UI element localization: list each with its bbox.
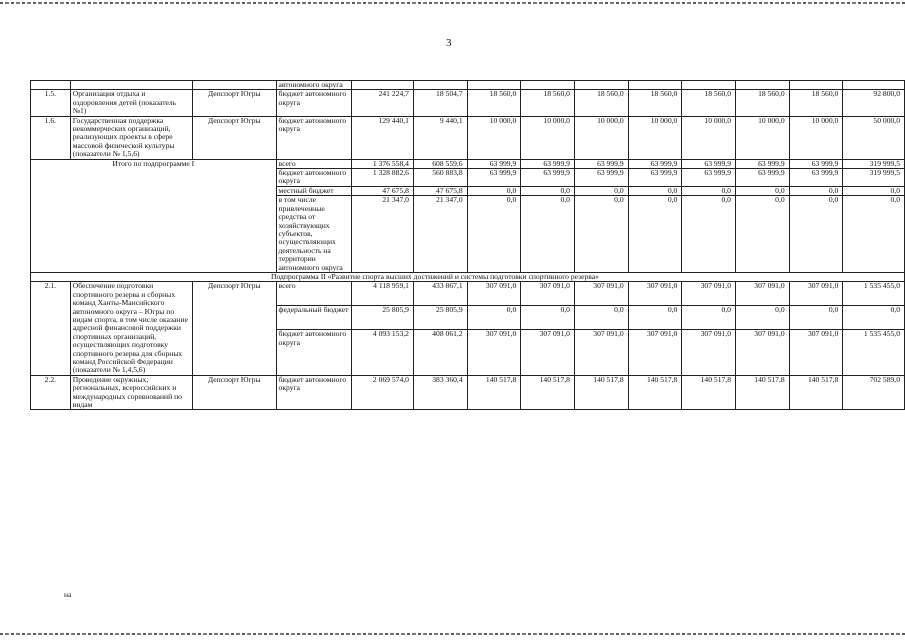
scan-edge-bottom [0, 633, 905, 635]
value-cell: 0,0 [789, 306, 843, 330]
value-cell: 0,0 [843, 196, 905, 273]
value-cell: 0,0 [789, 196, 843, 273]
value-cell: 92 800,0 [843, 90, 905, 116]
value-cell [352, 81, 414, 90]
value-cell: 0,0 [682, 196, 736, 273]
value-cell [843, 81, 905, 90]
value-cell: 18 560,0 [735, 90, 789, 116]
value-cell: 0,0 [682, 306, 736, 330]
value-cell: 140 517,8 [574, 375, 628, 410]
funding-source-cell: бюджет автономного округа [276, 330, 352, 375]
value-cell: 0,0 [521, 186, 575, 195]
value-cell: 10 000,0 [467, 116, 521, 159]
value-cell: 307 091,0 [682, 282, 736, 306]
value-cell: 10 000,0 [628, 116, 682, 159]
value-cell: 0,0 [521, 196, 575, 273]
value-cell: 18 560,0 [628, 90, 682, 116]
value-cell: 47 675,8 [352, 186, 414, 195]
value-cell: 0,0 [628, 196, 682, 273]
total-row [31, 159, 905, 168]
value-cell: 0,0 [789, 186, 843, 195]
executor-cell: Депспорт Югры [193, 282, 276, 375]
row-number-cell: 1.6. [31, 116, 71, 159]
value-cell: 63 999,9 [521, 169, 575, 187]
value-cell: 47 675,8 [413, 186, 467, 195]
value-cell [521, 81, 575, 90]
value-cell: 307 091,0 [735, 330, 789, 375]
value-cell: 18 560,0 [467, 90, 521, 116]
table-row [31, 90, 905, 116]
value-cell: 608 559,6 [413, 159, 467, 168]
value-cell: 0,0 [467, 306, 521, 330]
value-cell: 63 999,9 [467, 159, 521, 168]
value-cell: 9 440,1 [413, 116, 467, 159]
funding-source-cell: бюджет автономного округа [276, 169, 352, 187]
value-cell: 0,0 [467, 196, 521, 273]
value-cell [574, 81, 628, 90]
value-cell: 307 091,0 [735, 282, 789, 306]
value-cell: 0,0 [843, 306, 905, 330]
value-cell: 307 091,0 [574, 330, 628, 375]
executor-cell: Депспорт Югры [193, 90, 276, 116]
value-cell: 10 000,0 [574, 116, 628, 159]
row-number-cell: 1.5. [31, 90, 71, 116]
value-cell: 140 517,8 [682, 375, 736, 410]
activity-name-cell [70, 81, 192, 90]
value-cell: 0,0 [735, 306, 789, 330]
value-cell: 63 999,9 [628, 159, 682, 168]
page-number: 3 [446, 37, 452, 49]
value-cell: 25 805,9 [413, 306, 467, 330]
value-cell: 1 328 882,6 [352, 169, 414, 187]
row-number-cell: 2.1. [31, 282, 71, 375]
value-cell: 307 091,0 [628, 330, 682, 375]
executor-cell: Депспорт Югры [193, 375, 276, 410]
funding-source-cell: федеральный бюджет [276, 306, 352, 330]
subtotal-label-cell: Итого по подпрограмме I [31, 159, 277, 272]
value-cell: 1 376 558,4 [352, 159, 414, 168]
value-cell: 10 000,0 [521, 116, 575, 159]
value-cell: 307 091,0 [789, 330, 843, 375]
value-cell: 18 560,0 [521, 90, 575, 116]
value-cell: 18 504,7 [413, 90, 467, 116]
value-cell: 50 000,0 [843, 116, 905, 159]
value-cell [628, 81, 682, 90]
funding-source-cell: всего [276, 159, 352, 168]
value-cell: 63 999,9 [467, 169, 521, 187]
value-cell: 63 999,9 [574, 169, 628, 187]
value-cell: 4 118 959,1 [352, 282, 414, 306]
funding-source-cell: автономного округа [276, 81, 352, 90]
subprogram-header-row [31, 272, 905, 281]
value-cell: 307 091,0 [467, 282, 521, 306]
value-cell: 307 091,0 [574, 282, 628, 306]
value-cell: 18 560,0 [789, 90, 843, 116]
value-cell: 0,0 [467, 186, 521, 195]
value-cell [413, 81, 467, 90]
executor-cell [193, 81, 276, 90]
row-number-cell: 2.2. [31, 375, 71, 410]
funding-source-cell: местный бюджет [276, 186, 352, 195]
value-cell: 307 091,0 [628, 282, 682, 306]
table-row [31, 81, 905, 90]
value-cell: 63 999,9 [789, 169, 843, 187]
value-cell: 307 091,0 [467, 330, 521, 375]
value-cell: 0,0 [574, 186, 628, 195]
executor-cell: Депспорт Югры [193, 116, 276, 159]
value-cell: 140 517,8 [628, 375, 682, 410]
activity-name-cell: Проведение окружных, региональных, всероссийских и международных соревнований по видам [70, 375, 192, 410]
value-cell: 560 883,8 [413, 169, 467, 187]
value-cell: 10 000,0 [789, 116, 843, 159]
value-cell: 1 535 455,0 [843, 282, 905, 306]
value-cell: 25 805,9 [352, 306, 414, 330]
value-cell: 1 535 455,0 [843, 330, 905, 375]
value-cell: 18 560,0 [682, 90, 736, 116]
value-cell: 140 517,8 [521, 375, 575, 410]
subprogram-title-cell: Подпрограмма II «Развитие спорта высших достижений и системы подготовки спортивного резерва» [31, 272, 905, 281]
value-cell: 0,0 [574, 306, 628, 330]
value-cell: 10 000,0 [682, 116, 736, 159]
value-cell: 307 091,0 [521, 330, 575, 375]
activity-name-cell: Организация отдыха и оздоровления детей (показатель №1) [70, 90, 192, 116]
scan-edge-top [0, 2, 905, 4]
value-cell: 0,0 [628, 306, 682, 330]
value-cell: 408 061,2 [413, 330, 467, 375]
value-cell: 0,0 [843, 186, 905, 195]
value-cell: 0,0 [521, 306, 575, 330]
value-cell: 129 440,1 [352, 116, 414, 159]
value-cell: 241 224,7 [352, 90, 414, 116]
value-cell [682, 81, 736, 90]
value-cell: 18 560,0 [574, 90, 628, 116]
row-number-cell [31, 81, 71, 90]
value-cell [735, 81, 789, 90]
footnote-text: на [64, 590, 72, 599]
budget-table [30, 80, 905, 410]
value-cell: 0,0 [574, 196, 628, 273]
value-cell: 63 999,9 [735, 159, 789, 168]
value-cell: 702 589,0 [843, 375, 905, 410]
value-cell: 63 999,9 [735, 169, 789, 187]
value-cell: 63 999,9 [682, 169, 736, 187]
value-cell: 63 999,9 [521, 159, 575, 168]
value-cell: 140 517,8 [467, 375, 521, 410]
value-cell: 21 347,0 [352, 196, 414, 273]
value-cell: 307 091,0 [682, 330, 736, 375]
value-cell [789, 81, 843, 90]
value-cell: 63 999,9 [574, 159, 628, 168]
value-cell: 433 867,1 [413, 282, 467, 306]
funding-source-cell: всего [276, 282, 352, 306]
table-row [31, 116, 905, 159]
value-cell: 0,0 [735, 196, 789, 273]
value-cell: 63 999,9 [789, 159, 843, 168]
value-cell: 10 000,0 [735, 116, 789, 159]
funding-source-cell: бюджет автономного округа [276, 116, 352, 159]
value-cell [467, 81, 521, 90]
value-cell: 2 069 574,0 [352, 375, 414, 410]
value-cell: 140 517,8 [789, 375, 843, 410]
value-cell: 0,0 [628, 186, 682, 195]
value-cell: 307 091,0 [521, 282, 575, 306]
activity-name-cell: Государственная поддержка некоммерческих организаций, реализующих проекты в сфере массовой физической культуры (показатели № 1,5,6) [70, 116, 192, 159]
value-cell: 21 347,0 [413, 196, 467, 273]
value-cell: 140 517,8 [735, 375, 789, 410]
value-cell: 63 999,9 [682, 159, 736, 168]
value-cell: 319 999,5 [843, 159, 905, 168]
value-cell: 383 360,4 [413, 375, 467, 410]
funding-source-cell: в том числе привлеченные средства от хозяйствующих субъектов, осуществляющих деятельность на территории автономного округа [276, 196, 352, 273]
funding-source-cell: бюджет автономного округа [276, 375, 352, 410]
value-cell: 63 999,9 [628, 169, 682, 187]
value-cell: 4 093 153,2 [352, 330, 414, 375]
value-cell: 307 091,0 [789, 282, 843, 306]
value-cell: 0,0 [735, 186, 789, 195]
activity-name-cell: Обеспечение подготовки спортивного резерва и сборных команд Ханты-Мансийского автономного округа – Югры по видам спорта, в том числе оказание адресной финансовой поддержки спортивных организаций, осуществляющих подготовку спортивного резерва для сборных команд Российской Федерации (показатели № 1,4,5,6) [70, 282, 192, 375]
value-cell: 0,0 [682, 186, 736, 195]
table-row [31, 282, 905, 306]
value-cell: 319 999,5 [843, 169, 905, 187]
table-row [31, 375, 905, 410]
funding-source-cell: бюджет автономного округа [276, 90, 352, 116]
